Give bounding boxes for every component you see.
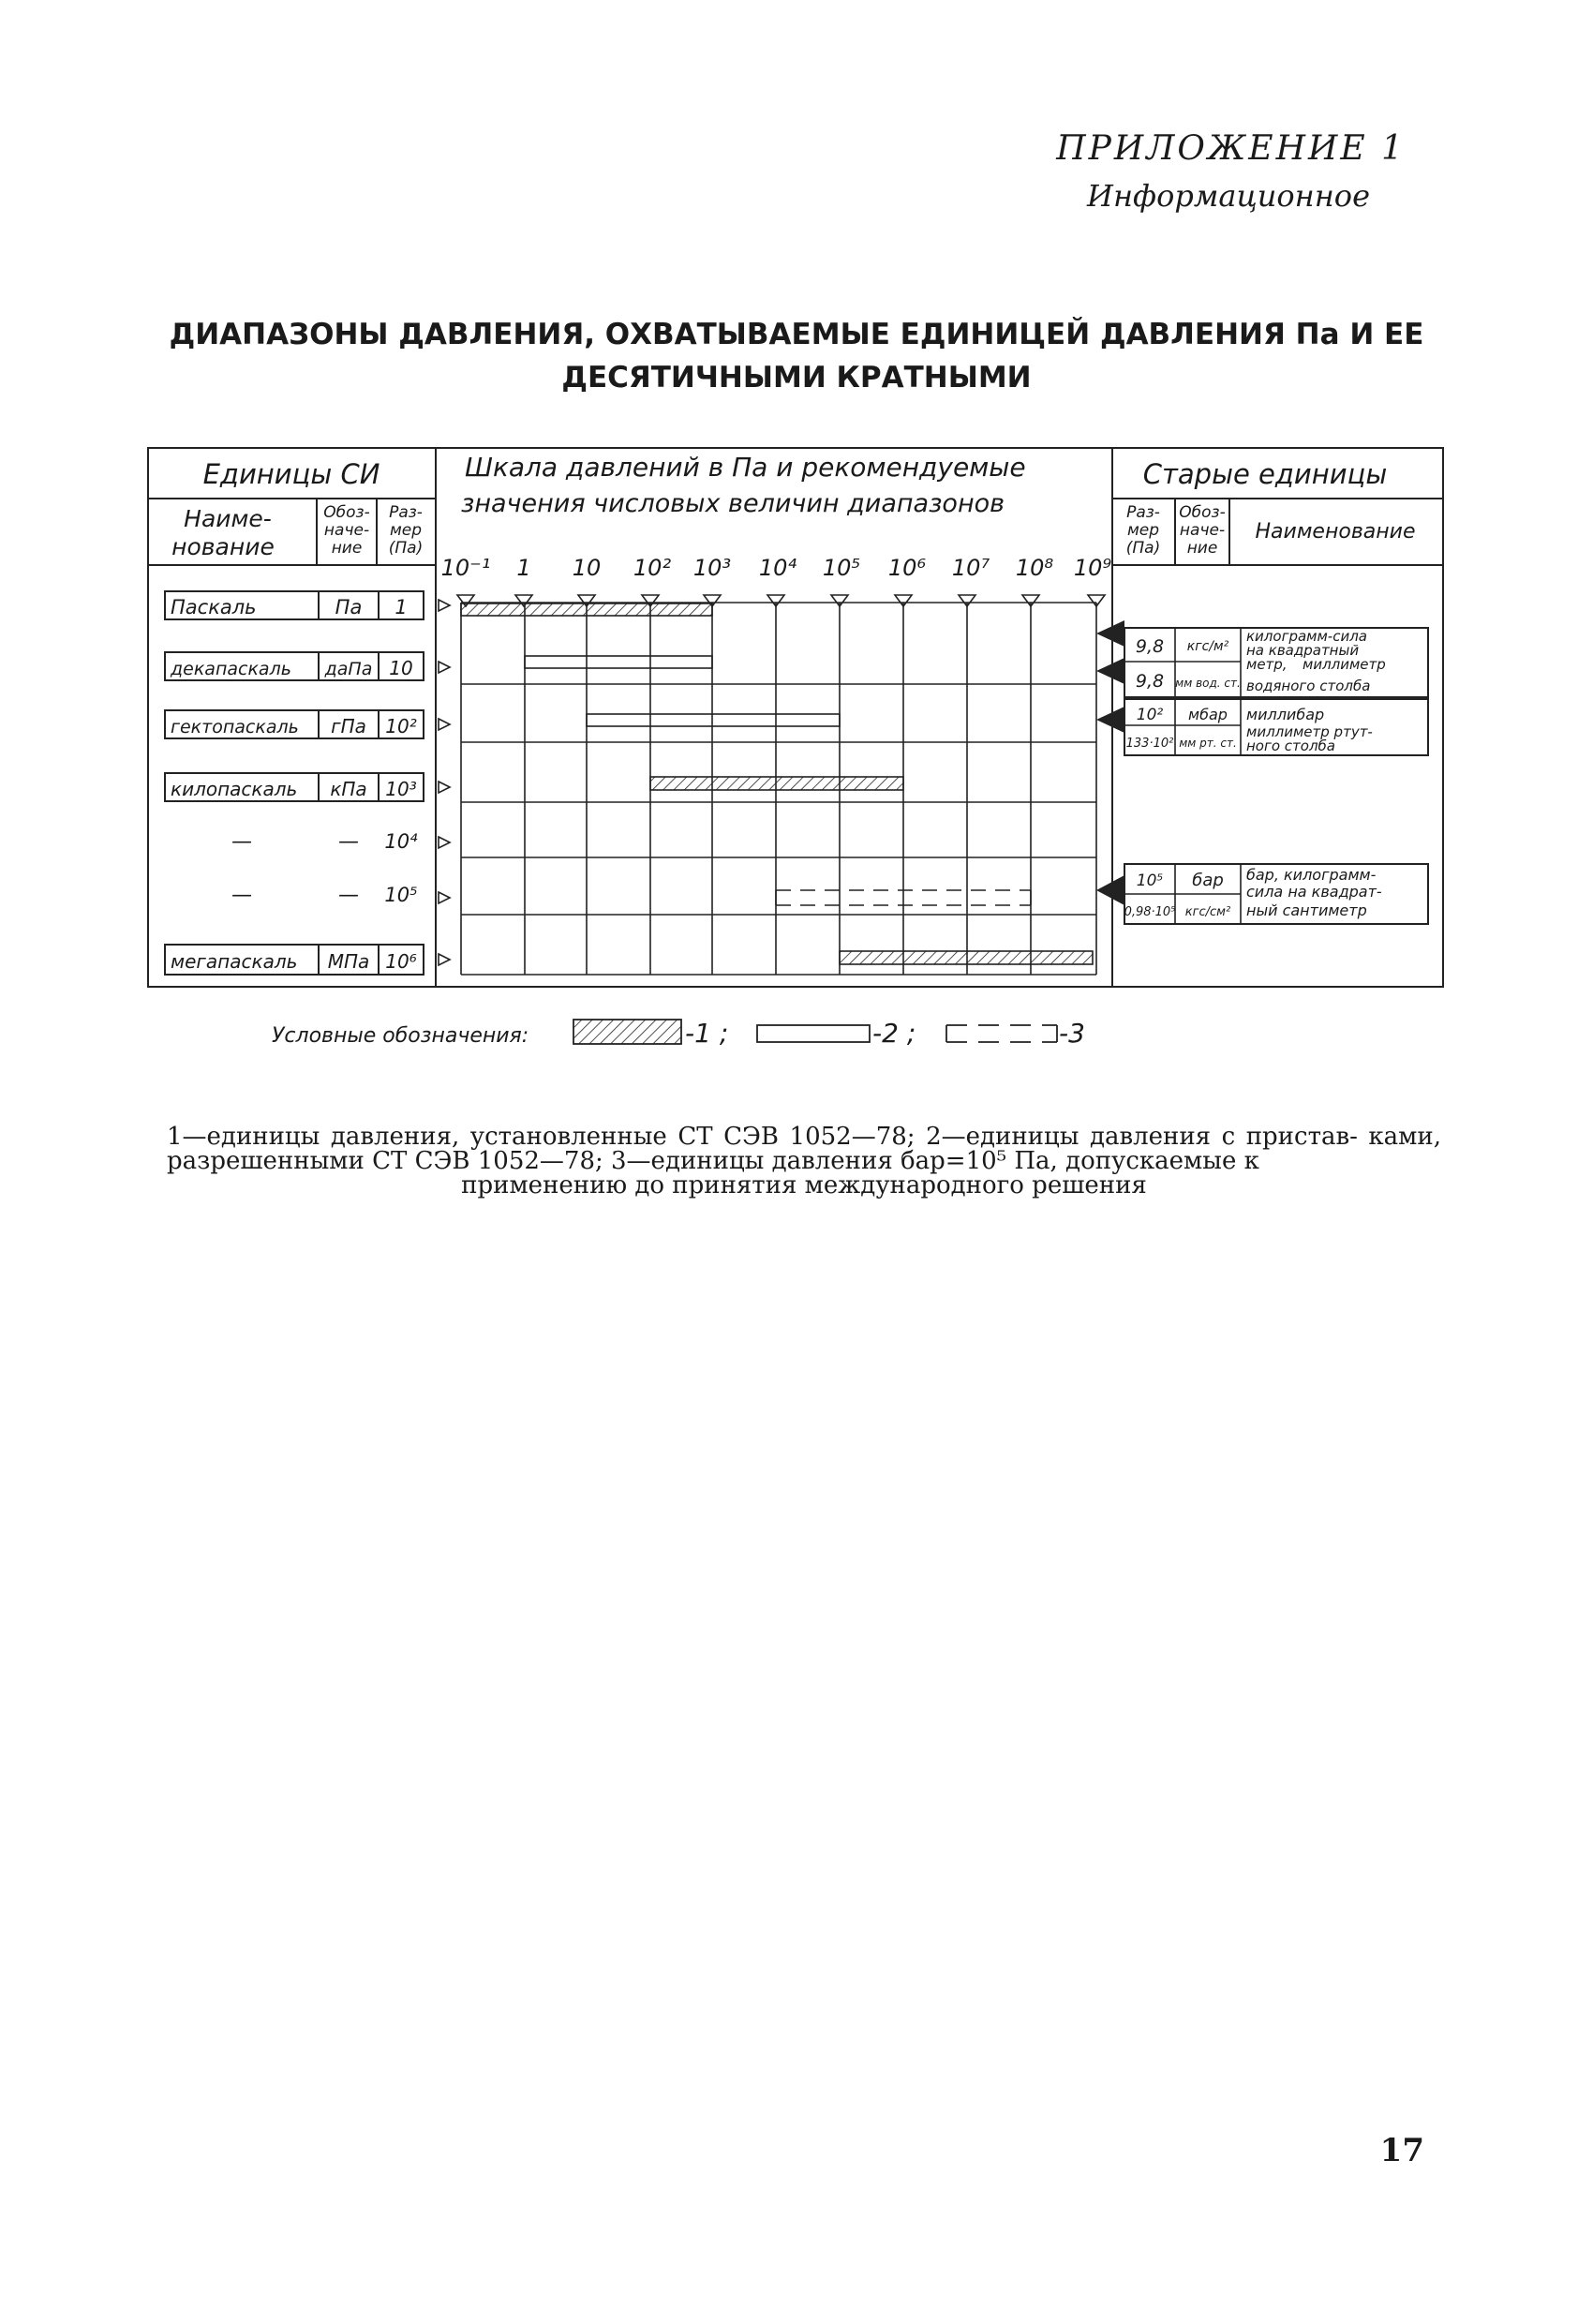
footnote-line-3: применению до принятия международного решения [461,1171,1147,1199]
old-row-name: килограмм-сила [1246,628,1367,645]
si-row-size: 1 [395,596,408,618]
old-row-name: миллиметр ртут- [1246,723,1373,740]
old-row-name: ный сантиметр [1246,901,1367,919]
range-bar-pascal [461,603,712,616]
old-row-size: 10² [1136,706,1164,724]
si-row-name: гектопаскаль [171,717,299,737]
old-row-symbol: мм вод. ст. [1175,677,1241,690]
old-row-symbol: кгс/см² [1184,905,1231,919]
si-col-size-1: Раз- [389,503,423,522]
si-row-1e5 [231,884,418,907]
old-row-name: на квадратный [1246,642,1360,659]
old-row-name: водяного столба [1246,678,1371,694]
tick-label: 1 [516,555,531,581]
page-number: 17 [1379,2132,1424,2169]
old-row-name: ного столба [1246,737,1336,754]
old-row-symbol: мбар [1188,706,1228,723]
si-row-name: декапаскаль [171,659,291,679]
si-row-symbol: — [338,884,359,907]
range-bars [461,603,1093,964]
appendix-type: Информационное [1087,178,1370,214]
old-row-name: миллиметр [1303,656,1386,673]
tick-label: 10³ [692,555,732,581]
old-col-size-2: мер [1126,521,1160,540]
si-col-symbol-3: ние [331,539,363,558]
tick-label: 10⁴ [758,555,797,581]
page-title: ДИАПАЗОНЫ ДАВЛЕНИЯ, ОХВАТЫВАЕМЫЕ ЕДИНИЦЕЙ ДАВЛЕНИЯ Па И ЕЕ ДЕСЯТИЧНЫМИ КРАТНЫМИ [169,318,1424,395]
old-units-group-1 [1096,620,1428,697]
si-col-symbol-2: наче- [323,521,370,540]
old-col-size-1: Раз- [1126,503,1160,522]
si-row-symbol: кПа [330,778,367,800]
old-heading: Старые единицы [1142,458,1388,490]
row-arrows [439,600,450,965]
old-row-size: 9,8 [1135,671,1165,692]
si-col-size-2: мер [389,521,423,540]
appendix-title: ПРИЛОЖЕНИЕ 1 [1056,129,1406,168]
old-col-symbol-1: Обоз- [1179,503,1226,522]
si-row-name: Паскаль [171,596,257,618]
old-units-group-2 [1096,699,1428,755]
si-row-megapascal [165,945,424,975]
legend-item-1: -1 ; [685,1018,729,1049]
old-row-size: 10⁵ [1136,872,1164,890]
si-row-size: 10⁵ [384,884,418,906]
si-row-name: — [231,884,252,907]
si-row-size: 10³ [385,778,417,800]
old-col-symbol-2: наче- [1179,521,1226,540]
si-row-size: 10² [385,715,417,737]
si-row-size: 10 [389,657,413,679]
si-row-symbol: МПа [327,950,370,973]
old-row-symbol: бар [1192,871,1224,890]
range-bar-hectopascal [587,714,840,726]
si-col-symbol-1: Обоз- [323,503,370,522]
si-row-1e4 [231,830,418,854]
old-row-size: 9,8 [1135,636,1165,657]
si-row-hectopascal [165,710,424,738]
old-row-size: 133·10² [1125,737,1174,751]
tick-label: 10⁹ [1073,555,1112,581]
si-row-symbol: даПа [324,659,373,679]
old-col-name: Наименование [1255,520,1416,544]
old-col-symbol-3: ние [1186,539,1218,558]
range-bar-kilopascal [650,777,903,790]
old-row-symbol: кгс/м² [1186,639,1229,654]
si-row-size: 10⁴ [384,830,418,853]
si-col-name-1: Наиме- [184,505,272,532]
si-row-name: — [231,830,252,854]
si-row-symbol: Па [335,596,363,618]
si-row-pascal [165,591,424,619]
legend [272,1018,1085,1049]
tick-label: 10² [633,555,672,581]
tick-label: 10⁷ [951,555,990,581]
tick-label: 10 [572,555,602,581]
old-units-group-3 [1096,864,1428,924]
si-col-size-3: (Па) [388,539,424,558]
si-row-decapascal [165,652,424,680]
tick-label: 10⁸ [1015,555,1054,581]
tick-label: 10⁻¹ [440,555,491,581]
tick-label: 10⁶ [887,555,927,581]
range-bar-megapascal [840,951,1093,964]
old-row-symbol: мм рт. ст. [1179,737,1237,750]
si-row-size: 10⁶ [385,950,417,973]
legend-item-2: -2 ; [872,1018,916,1049]
legend-swatch-plain [757,1025,870,1042]
old-row-name: метр, [1246,656,1288,673]
legend-label: Условные обозначения: [272,1024,529,1048]
si-row-name: мегапаскаль [171,950,298,973]
si-row-name: килопаскаль [171,778,298,800]
old-row-name: бар, килограмм- [1246,866,1377,884]
old-row-name: миллибар [1246,706,1325,723]
old-row-size: 0,98·10⁵ [1124,905,1176,919]
legend-swatch-dashed [946,1025,1057,1042]
si-row-symbol: гПа [331,715,366,737]
footnotes [167,1125,1441,1198]
old-col-size-3: (Па) [1125,539,1161,558]
scale-tick-labels [441,555,1112,581]
tick-label: 10⁵ [822,555,861,581]
scale-heading-2: значения числовых величин диапазонов [461,489,1005,518]
footnote-line-1: 1—единицы давления, установленные СТ СЭВ 1052—78; 2—единицы давления с пристав- [167,1123,1358,1151]
si-col-name-2: нование [171,533,275,560]
si-row-symbol: — [338,830,359,854]
range-bar-decapascal [525,656,712,668]
footnote-line-2: ками, разрешенными СТ СЭВ 1052—78; 3—единицы давления бар=10⁵ Па, допускаемые к [167,1123,1441,1175]
legend-swatch-hatched [573,1020,681,1044]
si-heading: Единицы СИ [202,458,380,490]
legend-item-3: -3 [1059,1018,1085,1049]
si-row-kilopascal [165,773,424,801]
pressure-ranges-diagram [0,0,1593,1087]
old-row-name: сила на квадрат- [1246,883,1382,901]
scale-heading-1: Шкала давлений в Па и рекомендуемые [465,452,1026,483]
